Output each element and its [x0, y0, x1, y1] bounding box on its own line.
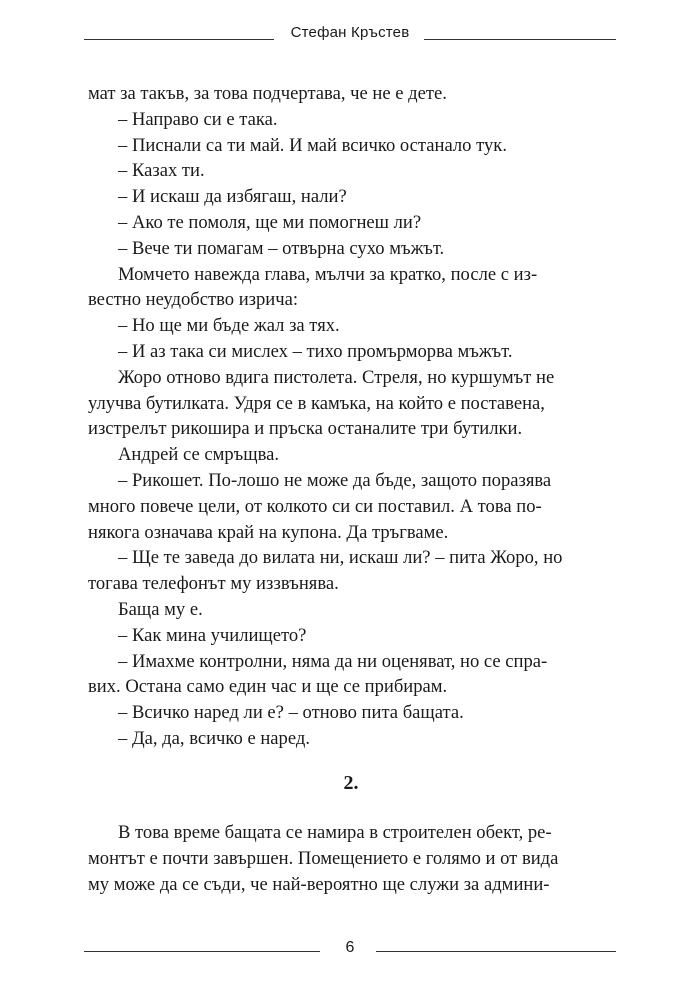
text-line: някога означава край на купона. Да тръгваме. [88, 521, 449, 543]
header-author: Стефан Кръстев [290, 24, 410, 41]
running-header [84, 22, 616, 46]
chapter-number: 2. [343, 772, 359, 794]
text-line: Баща му е. [118, 598, 203, 620]
text-line: изстрелът рикошира и пръска останалите три бутилки. [88, 418, 523, 440]
body-text-top [88, 81, 614, 752]
text-line: – Казах ти. [118, 160, 205, 182]
text-line: тогава телефонът му иззвънява. [88, 573, 339, 595]
text-line: много повече цели, от колкото си си поставил. А това по- [88, 495, 542, 517]
text-line: – Всичко наред ли е? – отново пита бащата. [118, 702, 464, 724]
text-line: – И искаш да избягаш, нали? [118, 186, 347, 208]
text-line: – Вече ти помагам – отвърна сухо мъжът. [118, 237, 445, 259]
text-line: – Как мина училището? [118, 624, 307, 646]
text-line: – Но ще ми бъде жал за тях. [118, 315, 340, 337]
page-footer [84, 937, 616, 959]
header-rule-right [424, 39, 616, 40]
text-line: му може да се съди, че най-вероятно ще служи за админи- [88, 873, 550, 895]
text-line: В това време бащата се намира в строителен обект, ре- [118, 822, 552, 843]
body-text-bottom [88, 820, 614, 897]
text-line: монтът е почти завършен. Помещението е голямо и от вида [88, 847, 559, 869]
text-line: мат за такъв, за това подчертава, че не е дете. [88, 83, 447, 104]
text-line: – Ако те помоля, ще ми помогнеш ли? [118, 211, 422, 233]
text-line: Момчето навежда глава, мълчи за кратко, после с из- [118, 263, 538, 285]
text-line: вестно неудобство изрича: [88, 289, 299, 311]
text-line: – Да, да, всичко е наред. [118, 727, 310, 749]
text-line: Андрей се смръщва. [118, 444, 280, 466]
text-line: – Направо си е така. [118, 108, 278, 130]
text-line: – Ще те заведа до вилата ни, искаш ли? – пита Жоро, но [118, 547, 563, 569]
text-line: – Имахме контролни, няма да ни оценяват, но се спра- [118, 650, 548, 672]
footer-rule-right [376, 951, 616, 952]
text-line: – Писнали са ти май. И май всичко останало тук. [118, 134, 507, 156]
text-line: – И аз така си мислех – тихо промърморва мъжът. [118, 340, 513, 362]
text-line: – Рикошет. По-лошо не може да бъде, защото поразява [118, 469, 552, 491]
page-number: 6 [345, 939, 355, 956]
text-line: Жоро отново вдига пистолета. Стреля, но куршумът не [118, 366, 555, 388]
text-line: вих. Остана само един час и ще се прибирам. [88, 676, 448, 698]
text-line: улучва бутилката. Удря се в камъка, на който е поставена, [88, 392, 545, 414]
